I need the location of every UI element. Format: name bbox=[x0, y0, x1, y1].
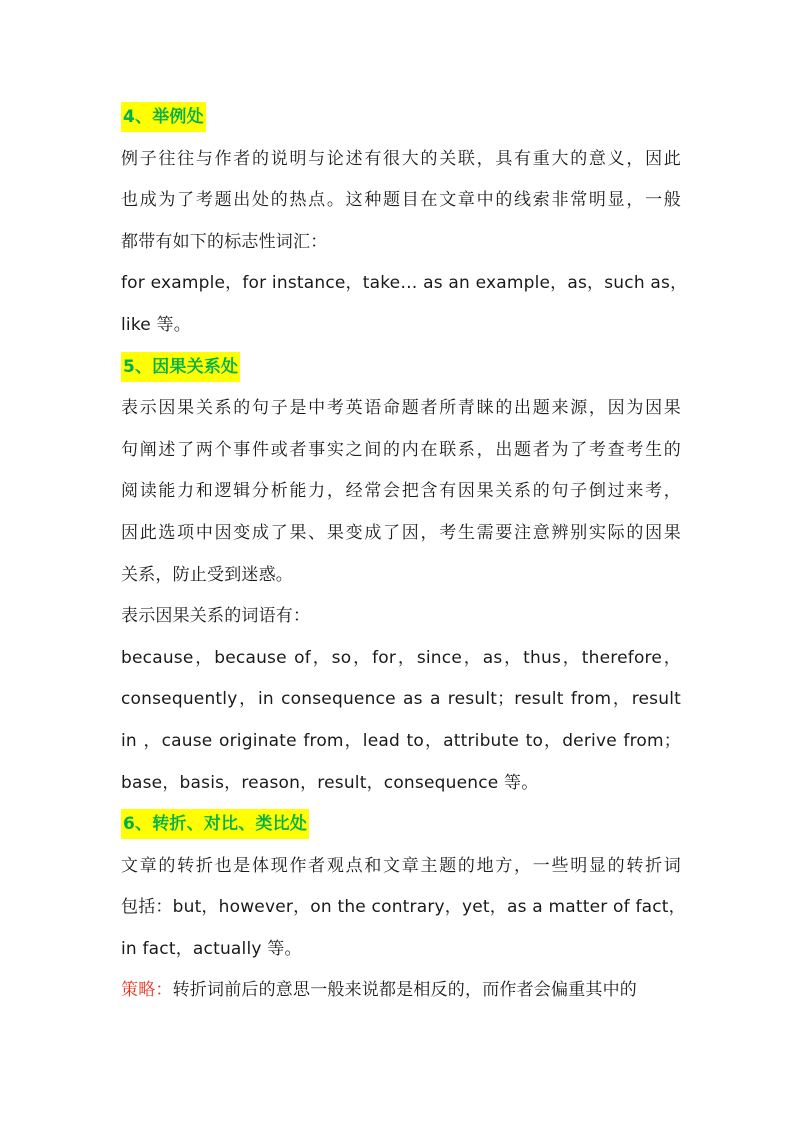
paragraph-line: 表示因果关系的词语有： bbox=[121, 606, 311, 627]
strategy-line bbox=[121, 970, 681, 1012]
paragraph-line: 因此选项中因变成了果、果变成了因，考生需要注意辨别实际的因果 bbox=[121, 522, 681, 543]
section-5-heading-row bbox=[121, 347, 681, 389]
section-heading: 6、转折、对比、类比处 bbox=[121, 809, 309, 839]
paragraph-line: like 等。 bbox=[121, 314, 191, 335]
paragraph-line: 句阐述了两个事件或者事实之间的内在联系，出题者为了考查考生的 bbox=[121, 439, 681, 460]
paragraph-line: 阅读能力和逻辑分析能力，经常会把含有因果关系的句子倒过来考， bbox=[121, 481, 681, 502]
paragraph-line: 关系，防止受到迷惑。 bbox=[121, 564, 293, 585]
section-4-heading-row bbox=[121, 97, 681, 139]
paragraph-line: consequently，in consequence as a result；result from，result bbox=[121, 689, 681, 710]
paragraph-line: for example，for instance，take… as an example，as，such as， bbox=[121, 273, 688, 294]
strategy-label: 策略： bbox=[121, 980, 173, 1001]
section-heading: 4、举例处 bbox=[121, 102, 206, 132]
section-heading: 5、因果关系处 bbox=[121, 352, 240, 382]
paragraph-line: 表示因果关系的句子是中考英语命题者所青睐的出题来源，因为因果 bbox=[121, 398, 681, 419]
paragraph-line: in ，cause originate from，lead to，attribute to，derive from； bbox=[121, 730, 681, 751]
paragraph-line: because，because of，so，for，since，as，thus，therefore， bbox=[121, 647, 681, 668]
section-6-heading-row bbox=[121, 804, 681, 846]
paragraph-line: 都带有如下的标志性词汇： bbox=[121, 231, 328, 252]
paragraph-line: 例子往往与作者的说明与论述有很大的关联，具有重大的意义，因此 bbox=[121, 148, 681, 169]
strategy-text: 转折词前后的意思一般来说都是相反的，而作者会偏重其中的 bbox=[172, 980, 638, 1001]
paragraph-line: 包括：but，however，on the contrary，yet，as a matter of fact， bbox=[121, 897, 686, 918]
paragraph-line: 文章的转折也是体现作者观点和文章主题的地方，一些明显的转折词 bbox=[121, 855, 681, 876]
paragraph-line: base，basis，reason，result，consequence 等。 bbox=[121, 772, 539, 793]
document-page bbox=[121, 97, 688, 1012]
paragraph-line: in fact，actually 等。 bbox=[121, 938, 302, 959]
paragraph-line: 也成为了考题出处的热点。这种题目在文章中的线索非常明显，一般 bbox=[121, 190, 681, 211]
